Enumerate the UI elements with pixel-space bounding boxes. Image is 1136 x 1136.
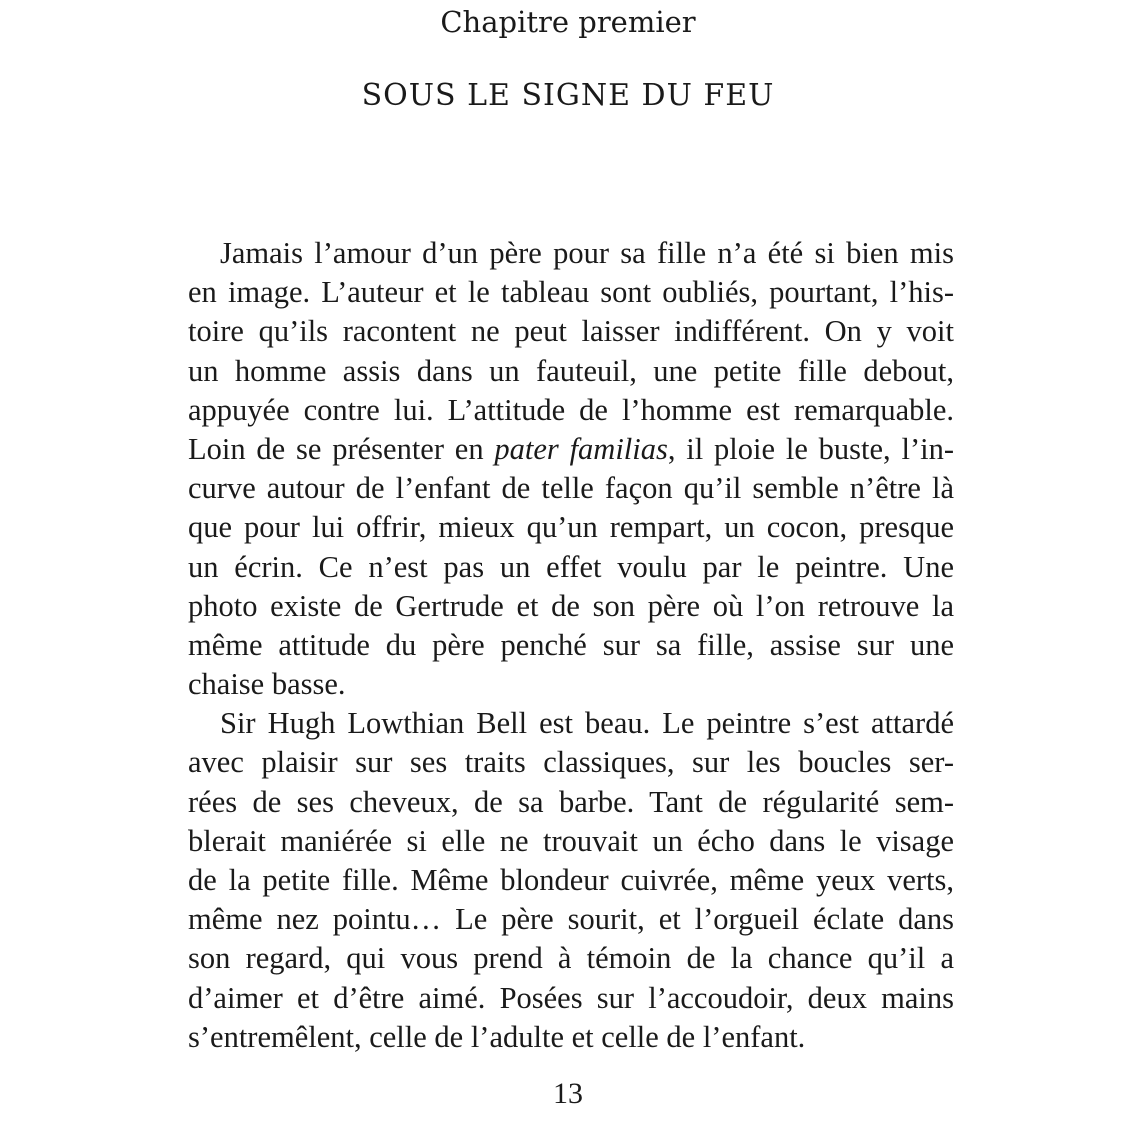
- text-line: un écrin. Ce n’est pas un effet voulu par le peintre. Une: [188, 549, 954, 584]
- text-line: [188, 430, 954, 469]
- text-line: de la petite fille. Même blondeur cuivrée, même yeux verts,: [188, 863, 954, 897]
- text-line: photo existe de Gertrude et de son père où l’on retrouve la: [188, 588, 954, 623]
- text-line: même nez pointu… Le père sourit, et l’orgueil éclate dans: [188, 902, 954, 937]
- text-line: un homme assis dans un fauteuil, une petite fille debout,: [188, 353, 954, 388]
- text-line: même attitude du père penché sur sa fille, assise sur une: [188, 627, 954, 662]
- text-line: en image. L’auteur et le tableau sont oubliés, pourtant, l’his-: [188, 275, 954, 310]
- page-number: 13: [553, 1077, 583, 1110]
- italic-term: pater familias: [494, 431, 668, 466]
- text-line: chaise basse.: [188, 667, 346, 702]
- text-line: blerait maniérée si elle ne trouvait un écho dans le visage: [188, 823, 954, 858]
- body-text: [188, 234, 954, 1057]
- text-line: s’entremêlent, celle de l’adulte et celle de l’enfant.: [188, 1019, 806, 1054]
- text-line: son regard, qui vous prend à témoin de la chance qu’il a: [188, 941, 954, 976]
- chapter-label: Chapitre premier: [440, 5, 696, 39]
- text-line: curve autour de l’enfant de telle façon qu’il semble n’être là: [188, 471, 954, 506]
- text-segment: Loin de se présenter en: [188, 431, 495, 466]
- text-line: Sir Hugh Lowthian Bell est beau. Le peintre s’est attardé: [220, 706, 954, 741]
- text-line: appuyée contre lui. L’attitude de l’homme est remarquable.: [188, 392, 954, 427]
- text-line: toire qu’ils racontent ne peut laisser indifférent. On y voit: [188, 314, 954, 349]
- text-line: que pour lui offrir, mieux qu’un rempart, un cocon, presque: [188, 510, 954, 545]
- text-line: d’aimer et d’être aimé. Posées sur l’accoudoir, deux mains: [188, 980, 954, 1015]
- text-line: rées de ses cheveux, de sa barbe. Tant de régularité sem-: [188, 784, 954, 819]
- text-line: Jamais l’amour d’un père pour sa fille n’a été si bien mis: [220, 236, 954, 270]
- chapter-title: SOUS LE SIGNE DU FEU: [361, 78, 775, 113]
- text-line: avec plaisir sur ses traits classiques, sur les boucles ser-: [188, 745, 954, 780]
- text-segment: , il ploie le buste, l’in-: [667, 431, 954, 466]
